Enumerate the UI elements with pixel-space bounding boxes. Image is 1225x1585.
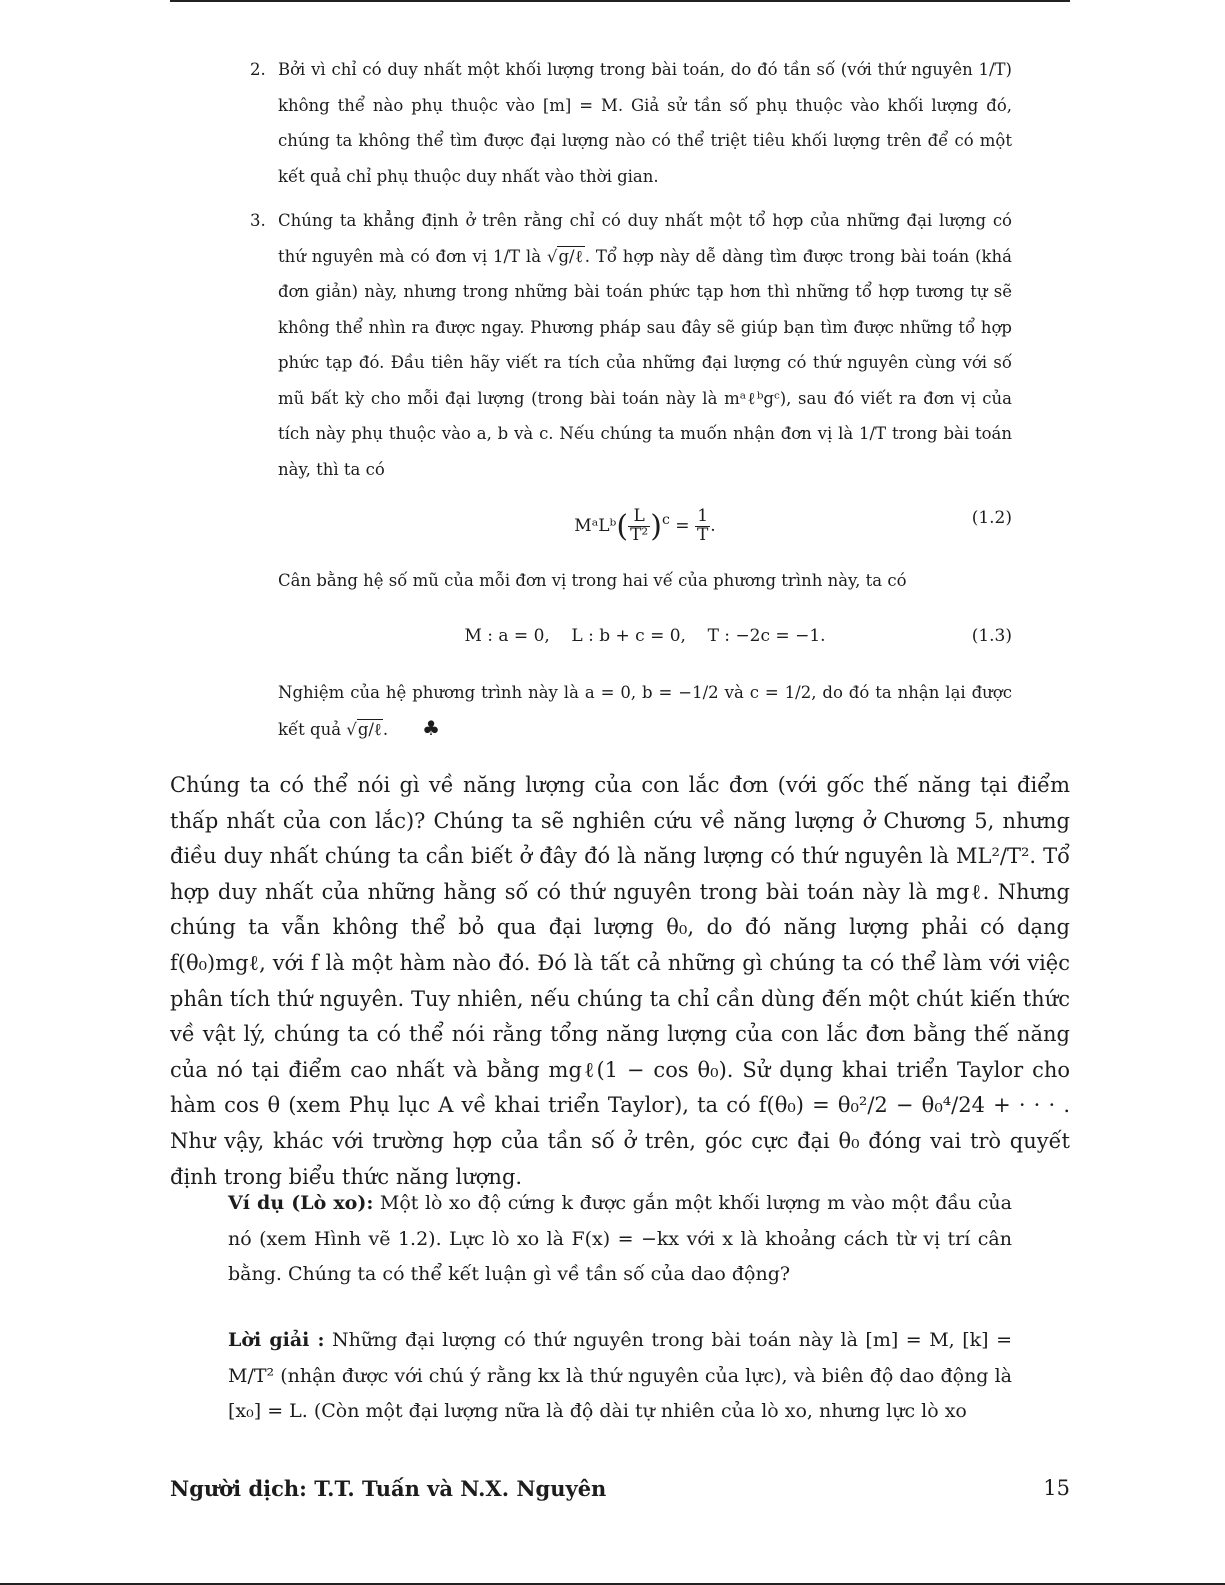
- equation-body: MᵃLᵇ( $\frac{L}{\text{T²}}$ )$^c$ = $\frac{1}{T}$ .: [574, 506, 716, 545]
- list-item-number: 3.: [250, 211, 266, 230]
- example-block: [228, 1186, 1012, 1293]
- list-item-number: 2.: [250, 60, 266, 79]
- top-rule: [170, 0, 1070, 2]
- list-item-3: [250, 203, 1012, 487]
- solution-body: Những đại lượng có thứ nguyên trong bài toán này là [m] = M, [k] = M/T² (nhận được với chú ý rằng kx là thứ nguyên của lực), và biên độ dao động là [x₀] = L. (Còn một đại lượng nữa là độ dài tự nhiên của lò xo, nhưng lực lò xo: [228, 1329, 1012, 1422]
- page-number: 15: [1043, 1476, 1070, 1500]
- solution-text: Nghiệm của hệ phương trình này là a = 0, b = −1/2 và c = 1/2, do đó ta nhận lại được kết quả √g/ℓ. ♣: [278, 675, 1012, 747]
- equation-1-3: [278, 618, 1012, 662]
- equation-body: M : a = 0, L : b + c = 0, T : −2c = −1.: [464, 626, 826, 646]
- example-label: Ví dụ (Lò xo):: [228, 1192, 374, 1214]
- list-item-text-part1: Chúng ta khẳng định ở trên rằng chỉ có duy nhất một tổ hợp của những đại lượng có thứ nguyên mà có đơn vị 1/T là: [278, 211, 1012, 266]
- list-item-2: [250, 52, 1012, 194]
- club-icon: ♣: [422, 715, 441, 740]
- footer-translators: Người dịch: T.T. Tuấn và N.X. Nguyên: [170, 1476, 607, 1501]
- example-text: Một lò xo độ cứng k được gắn một khối lượng m vào một đầu của nó (xem Hình vẽ 1.2). Lực lò xo là F(x) = −kx với x là khoảng cách từ vị trí cân bằng. Chúng ta có thể kết luận gì về tần số của dao động?: [228, 1192, 1012, 1285]
- main-paragraph: Chúng ta có thể nói gì về năng lượng của con lắc đơn (với gốc thế năng tại điểm thấp nhất của con lắc)? Chúng ta sẽ nghiên cứu về năng lượng ở Chương 5, nhưng điều duy nhất chúng ta cần biết ở đây đó là năng lượng có thứ nguyên là ML²/T². Tổ hợp duy nhất của những hằng số có thứ nguyên trong bài toán này là mgℓ. Nhưng chúng ta vẫn không thể bỏ qua đại lượng θ₀, do đó năng lượng phải có dạng f(θ₀)mgℓ, với f là một hàm nào đó. Đó là tất cả những gì chúng ta có thể làm với việc phân tích thứ nguyên. Tuy nhiên, nếu chúng ta chỉ cần dùng đến một chút kiến thức về vật lý, chúng ta có thể nói rằng tổng năng lượng của con lắc đơn bằng thế năng của nó tại điểm cao nhất và bằng mgℓ(1 − cos θ₀). Sử dụng khai triển Taylor cho hàm cos θ (xem Phụ lục A về khai triển Taylor), ta có f(θ₀) = θ₀²/2 − θ₀⁴/24 + · · · . Như vậy, khác với trường hợp của tần số ở trên, góc cực đại θ₀ đóng vai trò quyết định trong biểu thức năng lượng.: [170, 773, 1070, 1189]
- list-item-text-part2: . Tổ hợp này dễ dàng tìm được trong bài toán (khá đơn giản) này, nhưng trong những bài toán phức tạp hơn thì những tổ hợp tương tự sẽ không thể nhìn ra được ngay. Phương pháp sau đây sẽ giúp bạn tìm được những tổ hợp phức tạp đó. Đầu tiên hãy viết ra tích của những đại lượng có thứ nguyên cùng với số mũ bất kỳ cho mỗi đại lượng (trong bài toán này là mᵃℓᵇgᶜ), sau đó viết ra đơn vị của tích này phụ thuộc vào a, b và c. Nếu chúng ta muốn nhận đơn vị là 1/T trong bài toán này, thì ta có: [278, 246, 1012, 479]
- equation-number: (1.3): [971, 626, 1012, 646]
- equation-number: (1.2): [971, 508, 1012, 528]
- list-item-text: Bởi vì chỉ có duy nhất một khối lượng trong bài toán, do đó tần số (với thứ nguyên 1/T) không thể nào phụ thuộc vào [m] = M. Giả sử tần số phụ thuộc vào khối lượng đó, chúng ta không thể tìm được đại lượng nào có thể triệt tiêu khối lượng trên để có một kết quả chỉ phụ thuộc duy nhất vào thời gian.: [278, 60, 1012, 186]
- sqrt-expression: √g/ℓ: [546, 246, 584, 266]
- balance-text: Cân bằng hệ số mũ của mỗi đơn vị trong hai vế của phương trình này, ta có: [278, 571, 907, 590]
- equation-1-2: [278, 500, 1012, 544]
- sqrt-expression: √g/ℓ: [346, 719, 382, 739]
- solution-block: [228, 1323, 1012, 1430]
- solution-label: Lời giải :: [228, 1329, 325, 1351]
